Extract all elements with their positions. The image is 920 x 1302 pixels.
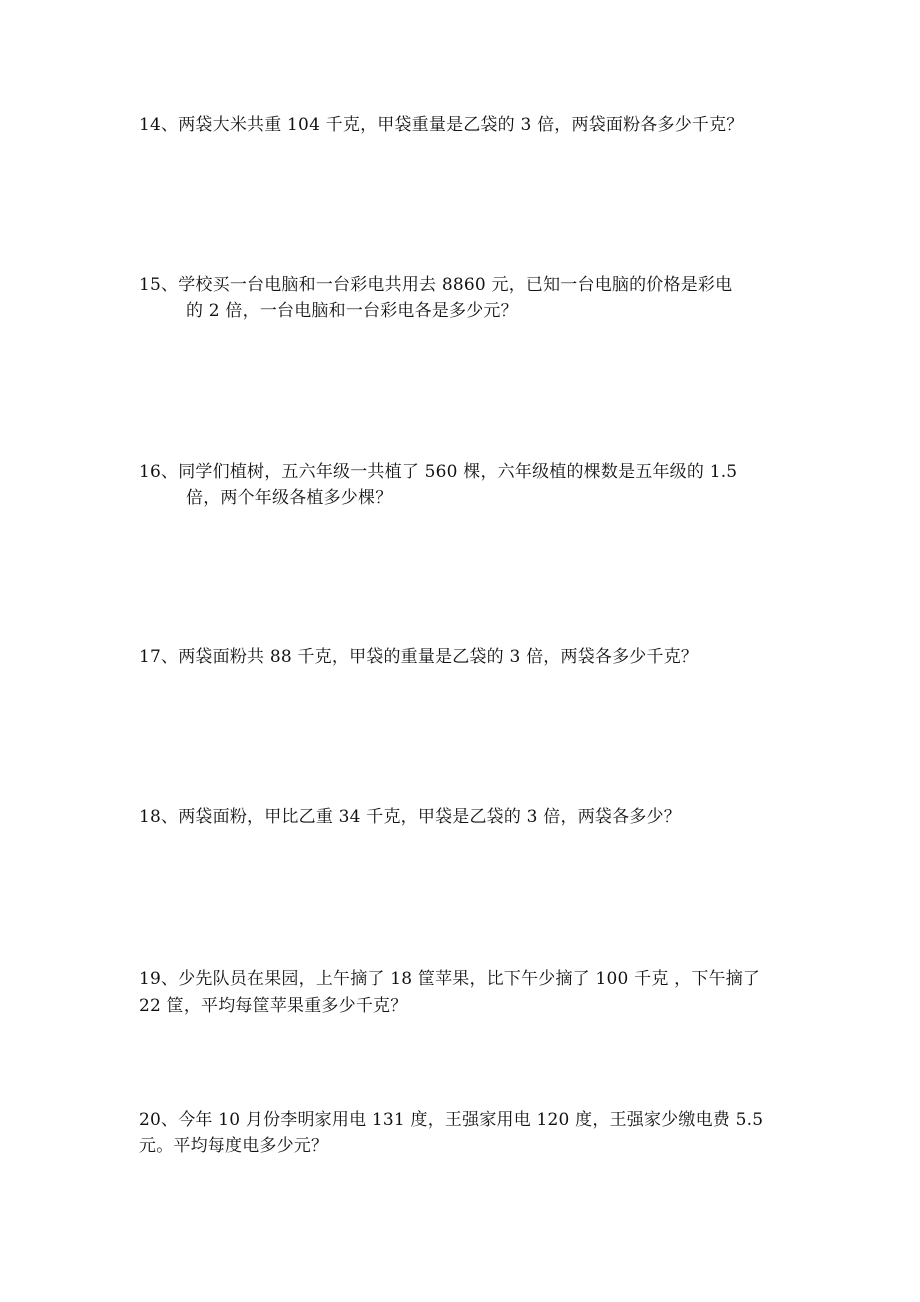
- question-18-line-1: 18、两袋面粉，甲比乙重 34 千克，甲袋是乙袋的 3 倍，两袋各多少？: [139, 807, 681, 827]
- question-16-line-2: 倍，两个年级各植多少棵？: [186, 488, 393, 508]
- question-20-line-1: 20、今年 10 月份李明家用电 131 度，王强家用电 120 度，王强家少缴电费 5.5: [139, 1110, 764, 1130]
- question-16-line-1: 16、同学们植树，五六年级一共植了 560 棵，六年级植的棵数是五年级的 1.5: [139, 462, 738, 482]
- question-15-line-1: 15、学校买一台电脑和一台彩电共用去 8860 元，已知一台电脑的价格是彩电: [139, 275, 733, 295]
- question-19-line-2: 22 筐，平均每筐苹果重多少千克？: [139, 996, 408, 1016]
- question-17-line-1: 17、两袋面粉共 88 千克，甲袋的重量是乙袋的 3 倍，两袋各多少千克？: [139, 647, 699, 667]
- question-19-line-1: 19、少先队员在果园，上午摘了 18 筐苹果，比下午少摘了 100 千克 ，下午摘了: [139, 969, 761, 989]
- question-15-line-2: 的 2 倍，一台电脑和一台彩电各是多少元？: [186, 301, 518, 321]
- question-20-line-2: 元。平均每度电多少元？: [139, 1136, 329, 1156]
- question-14-line-1: 14、两袋大米共重 104 千克，甲袋重量是乙袋的 3 倍，两袋面粉各多少千克？: [139, 115, 744, 135]
